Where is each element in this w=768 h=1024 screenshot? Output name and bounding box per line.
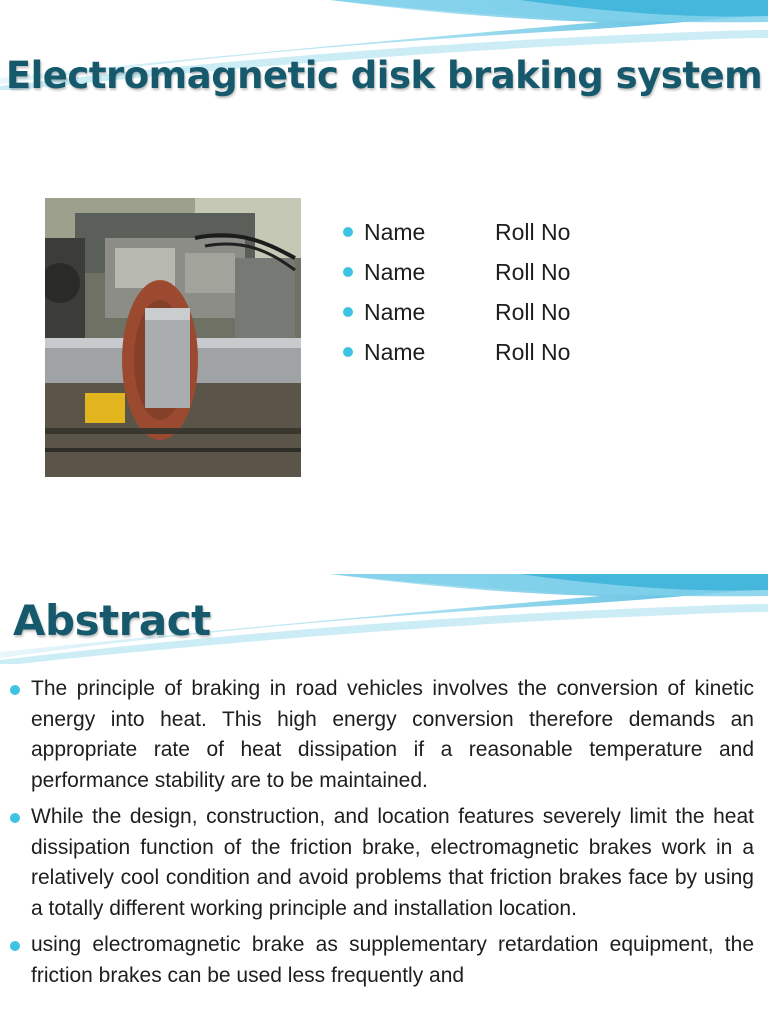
list-item — [10, 930, 754, 991]
member-name: Name — [364, 219, 426, 245]
member-roll: Roll No — [495, 259, 571, 285]
team-member-item — [343, 252, 570, 292]
list-item — [10, 802, 754, 924]
bullet-text: While the design, construction, and location features severely limit the heat dissipation function of the friction brake, electromagnetic brakes work in a relatively cool condition and avoid problems that friction brakes face by using a totally different working principle and installation location. — [31, 805, 754, 920]
bullet-icon — [343, 267, 353, 277]
member-roll: Roll No — [495, 299, 571, 325]
member-name: Name — [364, 339, 426, 365]
team-member-item — [343, 292, 570, 332]
member-roll: Roll No — [495, 339, 571, 365]
slide-title: Abstract — [13, 596, 211, 645]
bullet-icon — [10, 813, 20, 823]
team-member-list — [343, 212, 570, 372]
member-roll: Roll No — [495, 219, 571, 245]
member-name: Name — [364, 259, 426, 285]
abstract-slide — [0, 574, 768, 1024]
bullet-icon — [343, 227, 353, 237]
bullet-text: using electromagnetic brake as supplementary retardation equipment, the friction brakes can be used less frequently and — [31, 933, 754, 987]
bullet-icon — [10, 685, 20, 695]
bullet-icon — [10, 941, 20, 951]
brake-assembly-photo — [45, 198, 301, 477]
bullet-text: The principle of braking in road vehicles involves the conversion of kinetic energy into heat. This high energy conversion therefore demands an appropriate rate of heat dissipation if a reasonable temperature and performance stability are to be maintained. — [31, 677, 754, 792]
team-member-item — [343, 332, 570, 372]
abstract-bullet-list — [10, 674, 754, 997]
list-item — [10, 674, 754, 796]
slide-title: Electromagnetic disk braking system — [5, 54, 763, 97]
team-member-item — [343, 212, 570, 252]
bullet-icon — [343, 307, 353, 317]
slide-gap — [0, 560, 768, 574]
bullet-icon — [343, 347, 353, 357]
member-name: Name — [364, 299, 426, 325]
